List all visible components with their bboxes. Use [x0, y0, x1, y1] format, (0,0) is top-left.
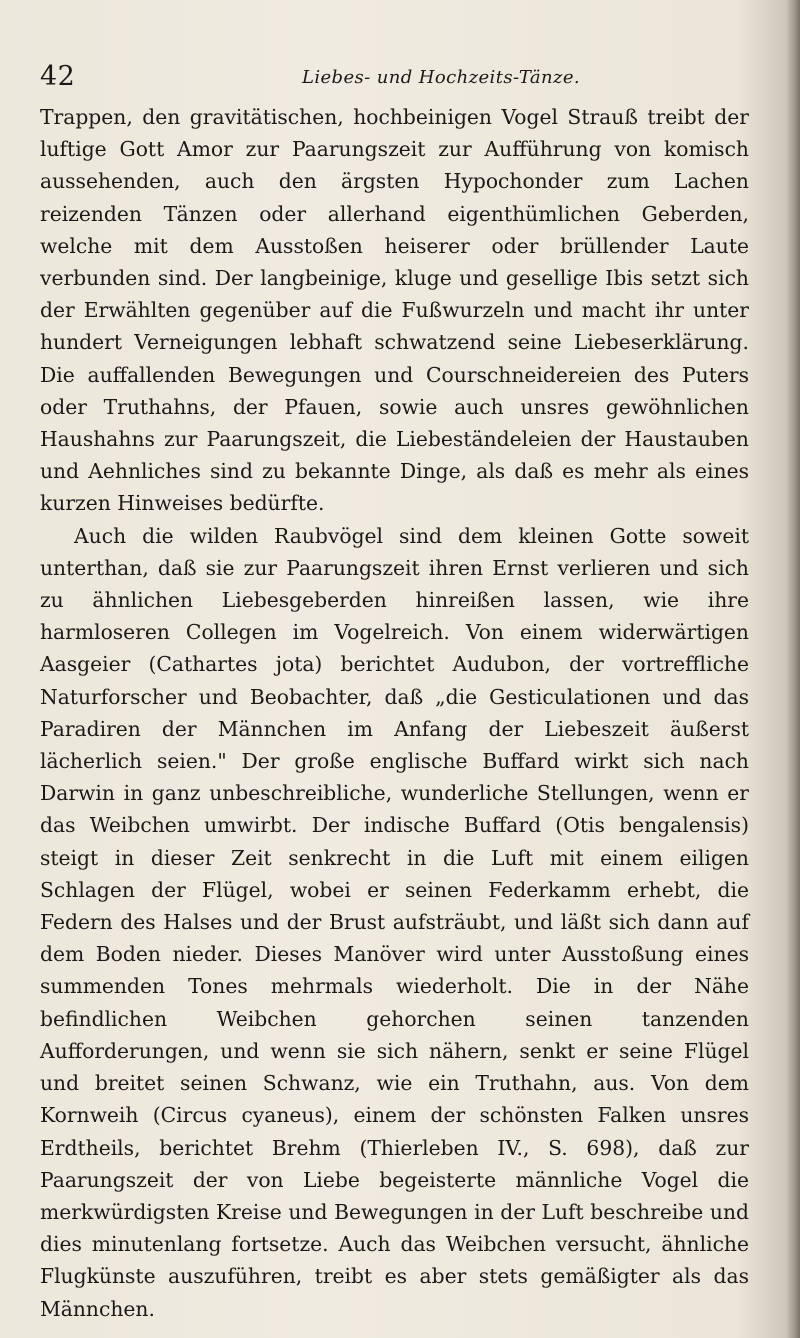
page-edge-shadow: [786, 0, 800, 1338]
paragraph: Auch die wilden Raubvögel sind dem kleinen Gotte soweit unterthan, daß sie zur Paarungszeit ihren Ernst verlieren und sich zu ähnlichen Liebesgeberden hinreißen lassen, wie ihre harmloseren Collegen im Vogelreich. Von einem widerwärtigen Aasgeier (Cathartes jota) berichtet Audubon, der vortreffliche Naturforscher und Beobachter, daß „die Gesticulationen und das Paradiren der Männchen im Anfang der Liebeszeit äußerst lächerlich seien." Der große englische Buffard wirkt sich nach Darwin in ganz unbeschreibliche, wunderliche Stellungen, wenn er das Weibchen umwirbt. Der indische Buffard (Otis bengalensis) steigt in dieser Zeit senkrecht in die Luft mit einem eiligen Schlagen der Flügel, wobei er seinen Federkamm erhebt, die Federn des Halses und der Brust aufsträubt, und läßt sich dann auf dem Boden nieder. Dieses Manöver wird unter Ausstoßung eines summenden Tones mehrmals wiederholt. Die in der Nähe befindlichen Weibchen gehorchen seinen tanzenden Aufforderungen, und wenn sie sich nähern, senkt er seine Flügel und breitet seinen Schwanz, wie ein Truthahn, aus. Von dem Kornweih (Circus cyaneus), einem der schönsten Falken unsres Erdtheils, berichtet Brehm (Thierleben IV., S. 698), daß zur Paarungszeit der von Liebe begeisterte männliche Vogel die merkwürdigsten Kreise und Bewegungen in der Luft beschreibe und dies minutenlang fortsetze. Auch das Weibchen versucht, ähnliche Flugkünste auszuführen, treibt es aber stets gemäßigter als das Männchen.: [40, 523, 749, 1321]
running-head: Liebes- und Hochzeits-Tänze.: [302, 67, 581, 88]
page-number: 42: [40, 61, 76, 92]
page-header: [40, 62, 740, 92]
body-text: [40, 101, 749, 1325]
paragraph: Trappen, den gravitätischen, hochbeinigen Vogel Strauß treibt der luftige Gott Amor zur Paarungszeit zur Aufführung von komisch aussehenden, auch den ärgsten Hypochonder zum Lachen reizenden Tänzen oder allerhand eigenthümlichen Geberden, welche mit dem Ausstoßen heiserer oder brüllender Laute verbunden sind. Der langbeinige, kluge und gesellige Ibis setzt sich der Erwählten gegenüber auf die Fußwurzeln und macht ihr unter hundert Verneigungen lebhaft schwatzend seine Liebeserklärung. Die auffallenden Bewegungen und Courschneidereien des Puters oder Truthahns, der Pfauen, sowie auch unsres gewöhnlichen Haushahns zur Paarungszeit, die Liebeständeleien der Haustauben und Aehnliches sind zu bekannte Dinge, als daß es mehr als eines kurzen Hinweises bedürfte.: [40, 105, 749, 516]
